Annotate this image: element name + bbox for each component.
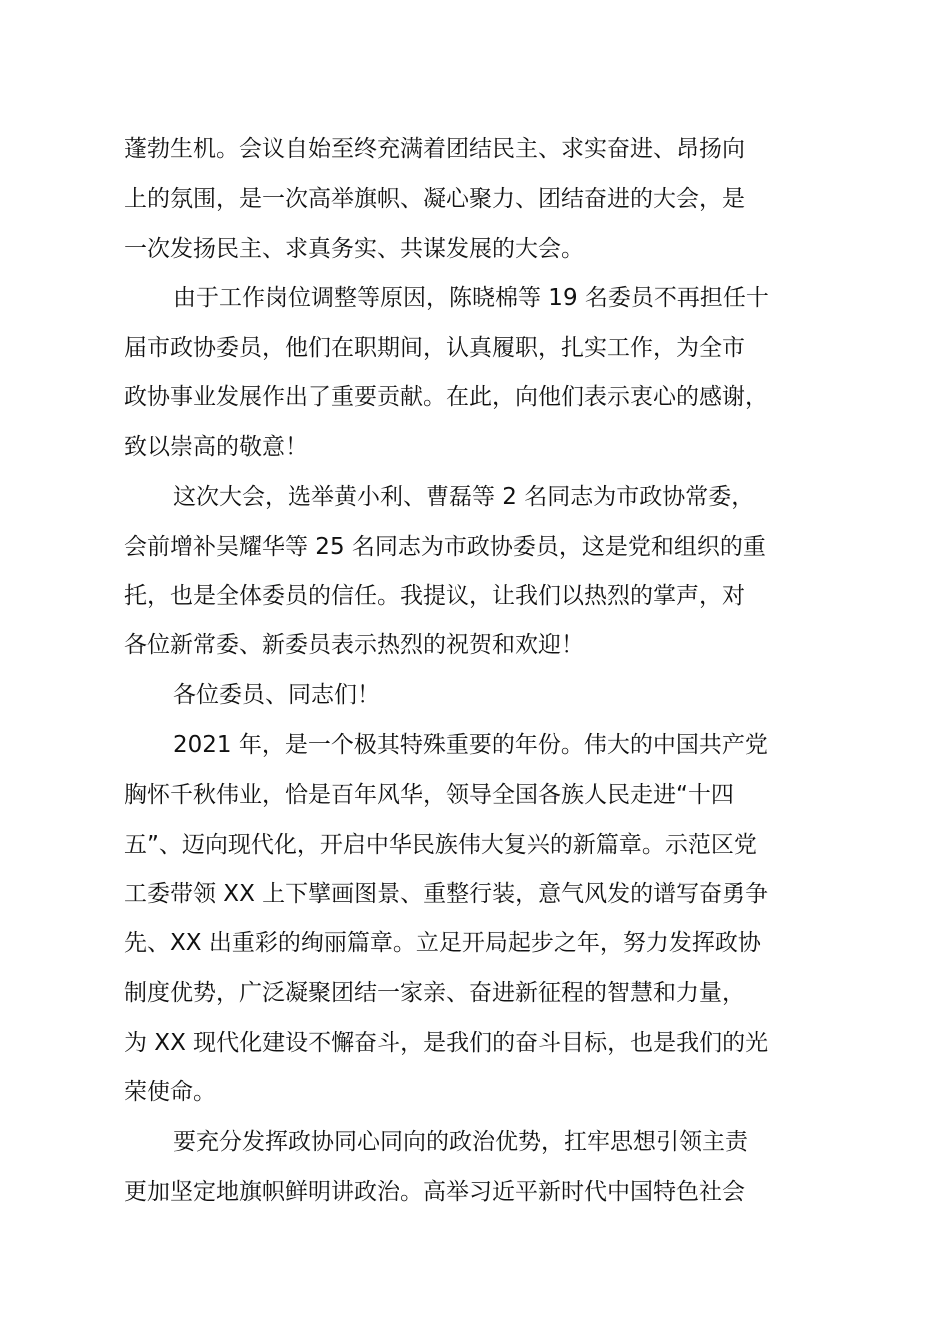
text-line: 由于工作岗位调整等原因，陈晓棉等 19 名委员不再担任十 xyxy=(173,285,769,311)
text-line: 胸怀千秋伟业，恰是百年风华，领导全国各族人民走进“十四 xyxy=(124,782,734,808)
text-line: 蓬勃生机。会议自始至终充满着团结民主、求实奋进、昂扬向 xyxy=(124,136,745,162)
text-line: 五”、迈向现代化，开启中华民族伟大复兴的新篇章。示范区党 xyxy=(124,832,757,858)
text-line: 这次大会，选举黄小利、曹磊等 2 名同志为市政协常委， xyxy=(173,484,755,510)
text-line: 为 XX 现代化建设不懈奋斗，是我们的奋斗目标，也是我们的光 xyxy=(124,1030,769,1056)
text-line: 制度优势，广泛凝聚团结一家亲、奋进新征程的智慧和力量， xyxy=(124,980,745,1006)
text-line: 各位新常委、新委员表示热烈的祝贺和欢迎！ xyxy=(124,632,584,658)
text-line: 政协事业发展作出了重要贡献。在此，向他们表示衷心的感谢， xyxy=(124,384,768,410)
text-line: 先、XX 出重彩的绚丽篇章。立足开局起步之年，努力发挥政协 xyxy=(124,930,761,956)
text-line: 更加坚定地旗帜鲜明讲政治。高举习近平新时代中国特色社会 xyxy=(124,1179,745,1205)
text-line: 托，也是全体委员的信任。我提议，让我们以热烈的掌声，对 xyxy=(124,583,745,609)
text-line: 各位委员、同志们！ xyxy=(173,682,380,708)
text-line: 荣使命。 xyxy=(124,1079,216,1105)
text-line: 届市政协委员，他们在职期间，认真履职，扎实工作，为全市 xyxy=(124,335,745,361)
text-line: 工委带领 XX 上下擘画图景、重整行装，意气风发的谱写奋勇争 xyxy=(124,881,769,907)
text-line: 一次发扬民主、求真务实、共谋发展的大会。 xyxy=(124,236,584,262)
text-line: 致以崇高的敬意！ xyxy=(124,434,308,460)
text-line: 会前增补吴耀华等 25 名同志为市政协委员，这是党和组织的重 xyxy=(124,534,766,560)
text-line: 要充分发挥政协同心同向的政治优势，扛牢思想引领主责 xyxy=(173,1129,748,1155)
text-line: 2021 年，是一个极其特殊重要的年份。伟大的中国共产党 xyxy=(173,732,768,758)
text-line: 上的氛围，是一次高举旗帜、凝心聚力、团结奋进的大会，是 xyxy=(124,186,745,212)
